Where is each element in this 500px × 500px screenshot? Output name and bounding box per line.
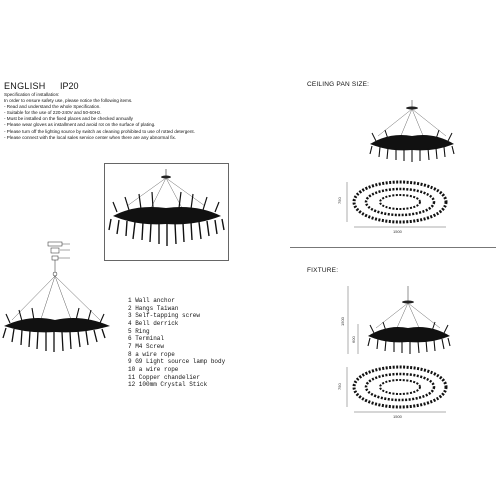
spec-line: Specification of installation: (4, 92, 60, 97)
fixture-total-height-dim: 1500 (340, 317, 345, 326)
parts-list (128, 297, 225, 389)
fixture-title: FIXTURE: (307, 267, 339, 274)
fixture-plan-drawing (337, 362, 455, 422)
language-heading: ENGLISH (4, 81, 46, 91)
ceiling-elevation-drawing (352, 98, 472, 168)
ceiling-height-dim: 750 (337, 197, 342, 204)
parts-list-item: 1 Wall anchor (128, 297, 175, 304)
ceiling-pan-title: CEILING PAN SIZE: (307, 81, 370, 88)
spec-line: - Read and understand the whole Specification. (4, 104, 101, 110)
parts-list-item: 10 a wire rope (128, 365, 179, 373)
parts-list-item: 6 Terminal (128, 335, 165, 343)
spec-line: - Must be installed on the fixed places and be checked annually (4, 116, 133, 122)
spec-line: In order to ensure safety use, please notice the following items. (4, 98, 133, 104)
fixture-body-height-dim: 600 (351, 336, 356, 343)
parts-list-item: 3 Self-tapping screw (128, 312, 201, 320)
parts-list-item: 9 G9 Light source lamp body (128, 358, 226, 366)
parts-list-item: 2 Hangs Taiwan (128, 304, 179, 312)
spec-line: - Suitable for the use of 220-240V and 50-60Hz. (4, 110, 102, 116)
spec-line: - Please wear gloves as installment and avoid rot on the surface of plating. (4, 122, 156, 128)
fixture-width-dim: 1500 (393, 414, 402, 419)
ip-rating-heading: IP20 (60, 81, 79, 91)
section-divider (290, 247, 496, 248)
fixture-plan-height-dim: 750 (337, 383, 342, 390)
exploded-assembly-diagram (0, 238, 130, 358)
ceiling-plan-drawing (337, 175, 455, 235)
parts-list-item: 11 Copper chandelier (128, 373, 201, 381)
parts-list-item: 4 Bell derrick (128, 319, 179, 327)
ceiling-width-dim: 1500 (393, 229, 402, 234)
parts-list-item: 7 M4 Screw (128, 342, 165, 350)
fixture-elevation-drawing (340, 284, 460, 359)
parts-list-item: 5 Ring (128, 327, 150, 335)
parts-list-item: 8 a wire rope (128, 350, 175, 358)
spec-line: - Please connect with the local sales service center when there are any abnormal fix. (4, 134, 177, 140)
parts-list-item: 12 100mm Crystal Stick (128, 381, 208, 389)
spec-line: - Please turn off the lighting source by switch as cleaning prohibited to use of rotted detergent. (4, 128, 195, 134)
specification-block (4, 92, 219, 141)
